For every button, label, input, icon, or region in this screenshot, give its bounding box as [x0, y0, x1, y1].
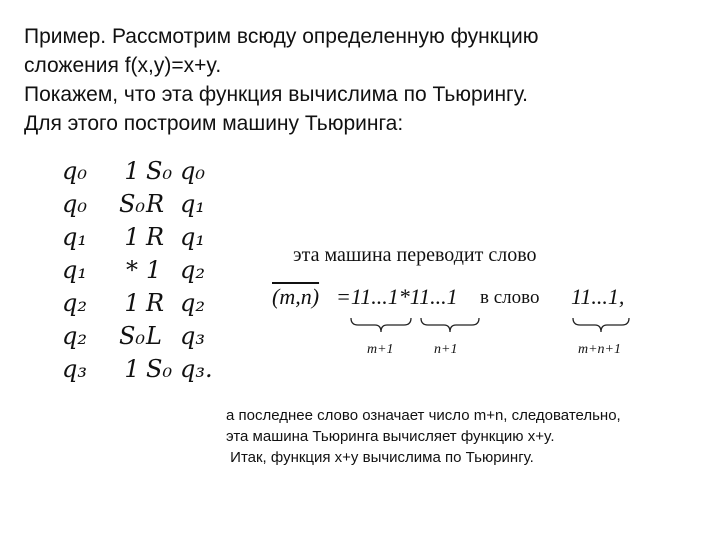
rule-state: q₀: [62, 190, 87, 218]
rule-next: q₂: [180, 289, 205, 317]
rule-next: q₃.: [180, 355, 213, 383]
rule-read: S₀: [118, 190, 146, 218]
rule-state: q₂: [62, 289, 87, 317]
rule-state: q₂: [62, 322, 87, 350]
rule-state: q₁: [62, 223, 87, 251]
conclusion-text: [226, 405, 621, 468]
rule-state: q₁: [62, 256, 87, 284]
rule-read: 1: [124, 355, 140, 383]
mapping-caption: эта машина переводит слово: [293, 244, 537, 266]
rule-state: q₃: [62, 355, 87, 383]
brace-n-icon: [420, 316, 480, 336]
rule-write: 1: [146, 256, 162, 284]
rule-read: 1: [124, 223, 140, 251]
rule-write: R: [146, 190, 165, 218]
conclusion-line-1: а последнее слово означает число m+n, следовательно,: [226, 407, 621, 424]
formula-connector: в слово: [480, 287, 540, 308]
brace-label-n: n+1: [434, 342, 458, 357]
brace-label-mn: m+n+1: [578, 342, 622, 357]
rule-next: q₃: [180, 322, 205, 350]
rule-row: [62, 353, 220, 386]
rule-read: S₀: [118, 322, 146, 350]
rule-row: [62, 188, 220, 221]
rule-row: [62, 287, 220, 320]
rule-write: R: [146, 289, 165, 317]
rule-write: L: [146, 322, 162, 350]
intro-line-4: Для этого построим машину Тьюринга:: [24, 112, 404, 135]
rule-next: q₀: [180, 157, 205, 185]
rule-row: [62, 320, 220, 353]
formula-input-word: =11...1*11...1: [336, 284, 458, 309]
turing-machine-rules: [62, 155, 220, 386]
brace-mn-icon: [572, 316, 630, 336]
rule-next: q₂: [180, 256, 205, 284]
rule-read: 1: [124, 289, 140, 317]
rule-write: R: [146, 223, 165, 251]
brace-label-m: m+1: [367, 342, 394, 357]
rule-read: *: [126, 256, 138, 284]
conclusion-line-2: эта машина Тьюринга вычисляет функцию x+y.: [226, 428, 555, 445]
rule-next: q₁: [180, 223, 205, 251]
conclusion-line-3: Итак, функция x+y вычислима по Тьюрингу.: [226, 449, 534, 466]
rule-next: q₁: [180, 190, 205, 218]
intro-line-2: сложения f(x,y)=x+y.: [24, 54, 222, 77]
intro-line-3: Покажем, что эта функция вычислима по Тьюрингу.: [24, 83, 528, 106]
formula-output-word: 11...1,: [571, 284, 625, 309]
intro-line-1: Пример. Рассмотрим всюду определенную функцию: [24, 25, 539, 48]
rule-write: S₀: [146, 355, 173, 383]
rule-write: S₀: [146, 157, 173, 185]
formula-lhs: (m,n): [272, 284, 320, 309]
intro-text: [24, 22, 704, 138]
rule-state: q₀: [62, 157, 87, 185]
rule-row: [62, 254, 220, 287]
brace-m-icon: [350, 316, 412, 336]
rule-row: [62, 221, 220, 254]
rule-row: [62, 155, 220, 188]
rule-read: 1: [124, 157, 140, 185]
